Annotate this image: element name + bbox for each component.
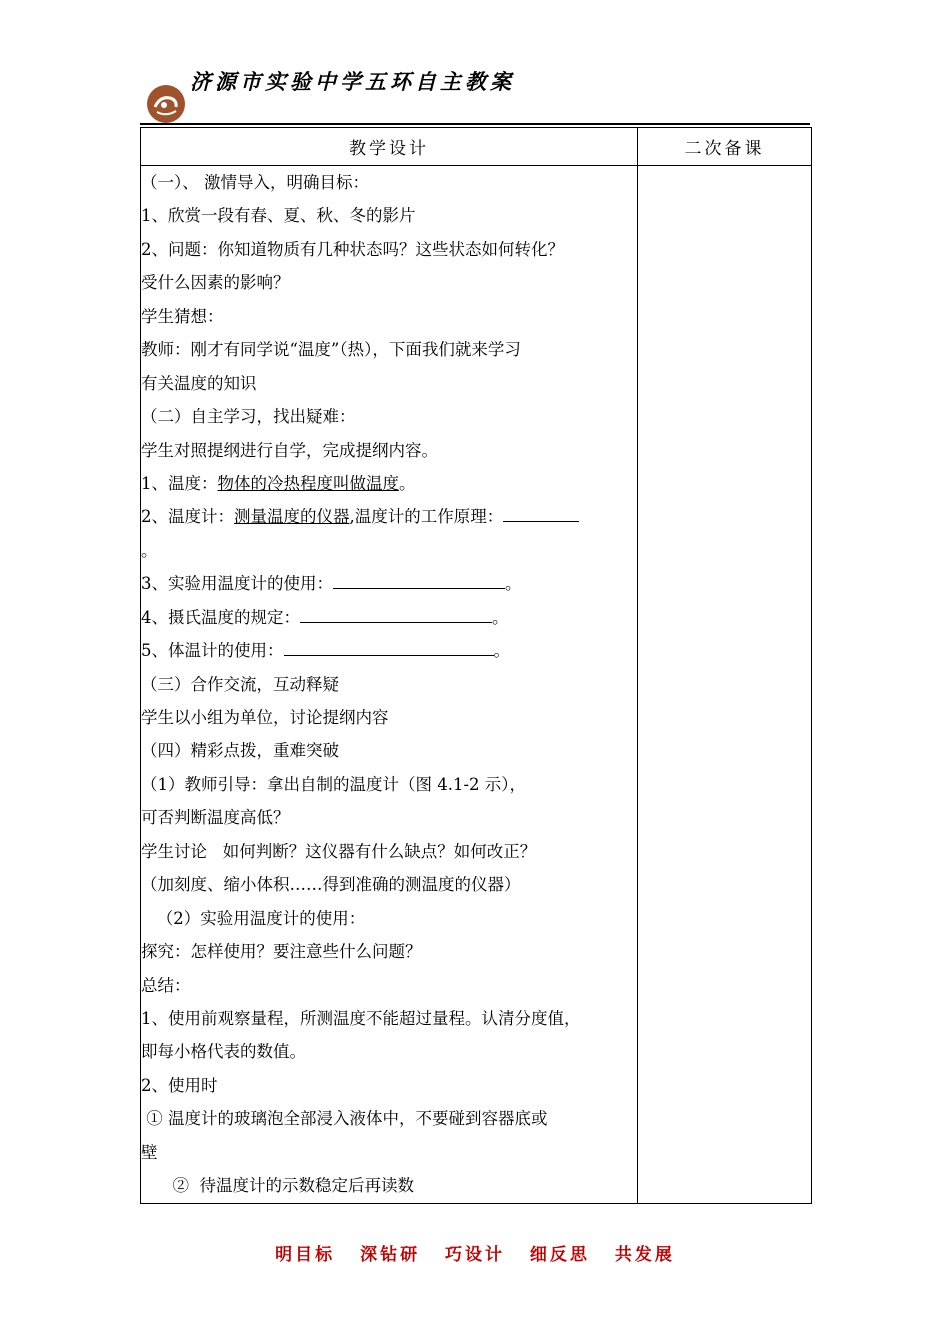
table-header-row <box>141 128 812 166</box>
text-line: 教师：刚才有同学说“温度”（热），下面我们就来学习 <box>141 340 521 360</box>
text-line: 即每小格代表的数值。 <box>141 1042 306 1062</box>
text-line: 。 <box>141 540 158 560</box>
text-fragment: ,温度计的工作原理： <box>349 507 504 527</box>
text-line: （1）教师引导：拿出自制的温度计（图 4.1-2 示）， <box>141 774 527 794</box>
text-fragment: 。 <box>492 607 509 627</box>
text-fragment: 4、摄氏温度的规定： <box>141 607 300 627</box>
text-line: （2）实验用温度计的使用： <box>141 908 366 928</box>
text-line: （三）合作交流，互动释疑 <box>141 674 339 694</box>
col-header-teaching-design: 教学设计 <box>141 128 638 166</box>
motto-item: 深钻研 <box>360 1245 421 1265</box>
text-fragment: 。 <box>505 574 522 594</box>
text-line: （一）、 激情导入，明确目标： <box>141 173 369 192</box>
text-fragment: 5、体温计的使用： <box>141 641 284 661</box>
text-line: 壁 <box>141 1142 158 1162</box>
text-line: ② 待温度计的示数稳定后再读数 <box>141 1176 414 1196</box>
text-line: 总结： <box>141 975 191 995</box>
text-line: 学生以小组为单位，讨论提纲内容 <box>141 708 389 727</box>
second-prep-cell[interactable] <box>638 166 812 1204</box>
text-fragment: 。 <box>399 473 416 493</box>
school-logo-icon <box>146 84 186 124</box>
text-line <box>141 601 637 634</box>
text-line: 学生对照提纲进行自学，完成提纲内容。 <box>141 440 438 460</box>
text-line: （二）自主学习，找出疑难： <box>141 407 356 427</box>
fill-blank <box>284 638 494 656</box>
text-line <box>141 634 637 667</box>
text-line: 2、问题：你知道物质有几种状态吗？这些状态如何转化？ <box>141 239 564 259</box>
header-rule <box>140 123 810 125</box>
motto-item: 细反思 <box>529 1245 590 1265</box>
col-header-second-prep: 二次备课 <box>638 128 812 166</box>
text-line: 1、欣赏一段有春、夏、秋、冬的影片 <box>141 206 416 226</box>
motto-item: 巧设计 <box>445 1245 505 1265</box>
text-fragment: 3、实验用温度计的使用： <box>141 574 333 594</box>
text-line <box>141 500 637 533</box>
teaching-design-cell <box>141 166 638 1204</box>
lesson-plan-table <box>140 127 812 1204</box>
school-title: 济源市实验中学五环自主教案 <box>190 69 515 94</box>
fill-blank <box>333 571 505 589</box>
text-line: 学生猜想： <box>141 306 224 326</box>
text-line: 1、使用前观察量程，所测温度不能超过量程。认清分度值， <box>141 1008 581 1028</box>
text-line: 探究：怎样使用？要注意些什么问题？ <box>141 942 422 962</box>
text-line <box>141 567 637 600</box>
fill-blank <box>503 504 579 522</box>
fill-blank <box>300 605 492 623</box>
text-line: 受什么因素的影响？ <box>141 273 290 293</box>
text-line: 2、使用时 <box>141 1075 218 1095</box>
underlined-answer: 测量温度的仪器 <box>234 507 350 527</box>
text-fragment: 2、温度计： <box>141 507 234 527</box>
text-line <box>141 467 637 500</box>
table-body-row <box>141 166 812 1204</box>
text-line: （加刻度、缩小体积……得到准确的测温度的仪器） <box>141 875 521 895</box>
text-line: 学生讨论 如何判断？这仪器有什么缺点？如何改正？ <box>141 841 537 861</box>
text-fragment: 1、温度： <box>141 473 218 493</box>
motto-item: 明目标 <box>275 1245 336 1265</box>
text-line: （四）精彩点拨，重难突破 <box>141 741 339 761</box>
underlined-answer: 物体的冷热程度叫做温度 <box>217 473 399 493</box>
page-header <box>140 60 810 128</box>
text-fragment: 。 <box>493 641 510 661</box>
text-line: 有关温度的知识 <box>141 373 257 393</box>
text-line: 可否判断温度高低？ <box>141 808 290 828</box>
footer-motto <box>0 1240 950 1265</box>
text-line: ① 温度计的玻璃泡全部浸入液体中，不要碰到容器底或 <box>141 1109 548 1129</box>
motto-item: 共发展 <box>614 1245 675 1265</box>
